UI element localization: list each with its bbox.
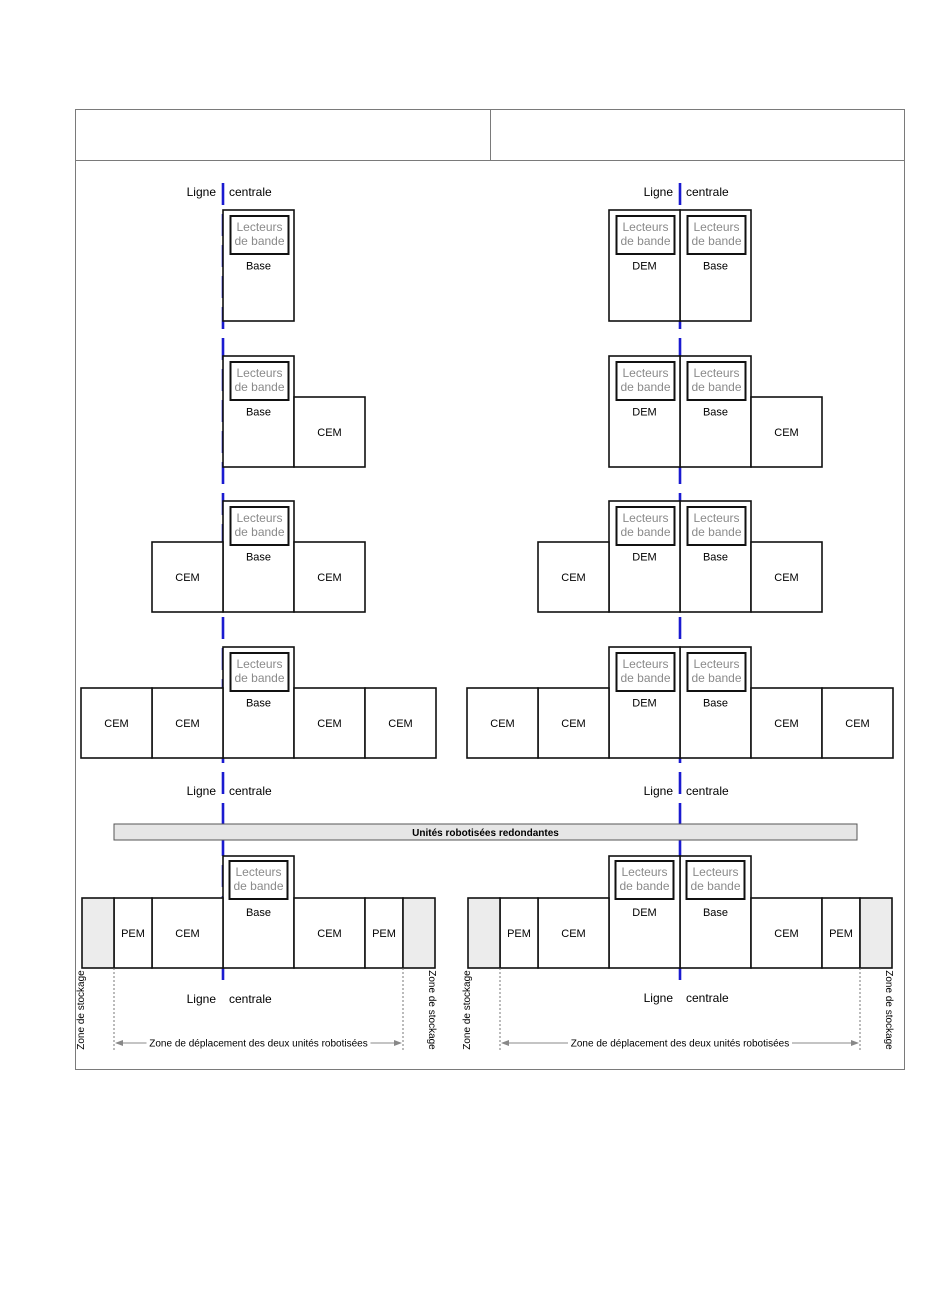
left-config-2-base-label: Base — [245, 406, 272, 419]
right-config-3-tape-drives-base-group — [688, 507, 746, 545]
left-config-4-base-label: Base — [245, 697, 272, 710]
redundant-right-pem-left-label: PEM — [507, 928, 531, 940]
right-config-3-tape-drives-dem-group — [617, 507, 675, 545]
right-config-4-tape-drives-base-label-1: Lecteurs — [693, 657, 740, 671]
left-config-3-cem-left-1-label: CEM — [175, 572, 200, 584]
right-config-4-dem-label: DEM — [632, 697, 657, 710]
redundant-right-tape-drives-base-label-2: de bande — [690, 879, 741, 893]
right-config-3-tape-drives-dem-label-2: de bande — [620, 525, 671, 539]
left-config-3-tape-drives-base-label-2: de bande — [234, 525, 285, 539]
left-config-1-tape-drives-base-label-2: de bande — [234, 234, 285, 248]
right-config-1-base-label: Base — [702, 260, 729, 273]
right-config-2-tape-drives-base-group — [688, 362, 746, 400]
center-label-mid-left-centrale: centrale — [229, 784, 272, 798]
redundant-left-cem-left-label: CEM — [175, 928, 200, 940]
right-config-4-cem-left-1-label: CEM — [561, 718, 586, 730]
left-config-4-tape-drives-base-label-2: de bande — [234, 671, 285, 685]
redundant-right-tape-drives-base-group — [687, 861, 745, 899]
redundant-left-storage-label-left: Zone de stockage — [76, 970, 87, 1050]
right-config-3-cem-left-1-label: CEM — [561, 572, 586, 584]
center-label-mid-left-ligne: Ligne — [186, 784, 216, 798]
redundant-right-tape-drives-base-label-1: Lecteurs — [692, 865, 739, 879]
redundant-left-pem-right-label: PEM — [372, 928, 396, 940]
left-config-3-cem-right-1-label: CEM — [317, 572, 342, 584]
redundant-right-storage-label-right: Zone de stockage — [883, 970, 894, 1050]
right-config-2-base-label: Base — [702, 406, 729, 419]
left-config-3-tape-drives-base-label-1: Lecteurs — [236, 511, 283, 525]
right-config-1-tape-drives-base-label-1: Lecteurs — [693, 220, 740, 234]
redundant-right-travel-arrow-head-left — [501, 1040, 509, 1046]
right-config-3-tape-drives-base-label-2: de bande — [691, 525, 742, 539]
right-config-2-tape-drives-dem-label-2: de bande — [620, 380, 671, 394]
redundant-left-base-label: Base — [245, 907, 272, 919]
center-label-bottom-right-ligne: Ligne — [643, 991, 673, 1005]
center-label-bottom-right-centrale: centrale — [686, 991, 729, 1005]
right-config-4-base-label: Base — [702, 697, 729, 710]
redundant-right-travel-arrow-head-right — [851, 1040, 859, 1046]
redundant-right-storage-label-left: Zone de stockage — [462, 970, 473, 1050]
redundant-right-base-label: Base — [702, 907, 729, 919]
redundant-left-storage-left — [82, 898, 114, 968]
right-config-3-tape-drives-base-label-1: Lecteurs — [693, 511, 740, 525]
right-config-1-dem-label: DEM — [632, 260, 657, 273]
redundant-left-pem-left-label: PEM — [121, 928, 145, 940]
redundant-left-storage-right — [403, 898, 435, 968]
redundant-left-travel-label: Zone de déplacement des deux unités robotisées — [149, 1038, 368, 1050]
redundant-right-tape-drives-dem-label-1: Lecteurs — [621, 865, 668, 879]
redundant-right-tape-drives-dem-label-2: de bande — [619, 879, 670, 893]
redundant-right-pem-right-label: PEM — [829, 928, 853, 940]
center-label-top-right-centrale: centrale — [686, 185, 729, 199]
redundant-left-tape-drives-base-label-1: Lecteurs — [235, 865, 282, 879]
center-label-top-left-centrale: centrale — [229, 185, 272, 199]
right-config-1-tape-drives-dem-label-1: Lecteurs — [622, 220, 669, 234]
redundant-left-storage-label-right: Zone de stockage — [426, 970, 437, 1050]
right-config-3-tape-drives-dem-label-1: Lecteurs — [622, 511, 669, 525]
left-config-2-tape-drives-base-label-1: Lecteurs — [236, 366, 283, 380]
redundant-left-travel-arrow-head-right — [394, 1040, 402, 1046]
left-config-4-cem-right-1-label: CEM — [317, 718, 342, 730]
left-config-1-tape-drives-base-group — [231, 216, 289, 254]
right-config-4-tape-drives-base-label-2: de bande — [691, 671, 742, 685]
center-label-mid-right-ligne: Ligne — [643, 784, 673, 798]
redundant-right-storage-left — [468, 898, 500, 968]
left-config-4-cem-left-2-label: CEM — [104, 718, 129, 730]
center-label-bottom-left-ligne: Ligne — [186, 992, 216, 1006]
redundant-banner-label: Unités robotisées redondantes — [412, 828, 559, 839]
left-config-4-cem-left-1-label: CEM — [175, 718, 200, 730]
right-config-2-tape-drives-dem-group — [617, 362, 675, 400]
left-config-4-tape-drives-base-group — [231, 653, 289, 691]
right-config-3-dem-label: DEM — [632, 551, 657, 564]
left-config-3-tape-drives-base-group — [231, 507, 289, 545]
center-label-mid-right-centrale: centrale — [686, 784, 729, 798]
right-config-4-tape-drives-base-group — [688, 653, 746, 691]
right-config-3-base-label: Base — [702, 551, 729, 564]
left-config-2-tape-drives-base-label-2: de bande — [234, 380, 285, 394]
left-config-1-base-label: Base — [245, 260, 272, 273]
right-config-1-tape-drives-base-label-2: de bande — [691, 234, 742, 248]
right-config-4-tape-drives-dem-group — [617, 653, 675, 691]
right-config-4-cem-right-2-label: CEM — [845, 718, 870, 730]
center-label-top-right-ligne: Ligne — [643, 185, 673, 199]
redundant-right-tape-drives-dem-group — [616, 861, 674, 899]
redundant-right-dem-label: DEM — [632, 907, 657, 919]
right-config-4-tape-drives-dem-label-2: de bande — [620, 671, 671, 685]
redundant-right-storage-right — [860, 898, 892, 968]
redundant-right-travel-label: Zone de déplacement des deux unités robotisées — [570, 1038, 790, 1050]
center-label-top-left-ligne: Ligne — [186, 185, 216, 199]
right-config-1-tape-drives-base-group — [688, 216, 746, 254]
right-config-2-tape-drives-dem-label-1: Lecteurs — [622, 366, 669, 380]
right-config-4-cem-left-2-label: CEM — [490, 718, 515, 730]
right-config-4-tape-drives-dem-label-1: Lecteurs — [622, 657, 669, 671]
redundant-left-travel-arrow-head-left — [115, 1040, 123, 1046]
right-config-4-cem-right-1-label: CEM — [774, 718, 799, 730]
right-config-2-tape-drives-base-label-2: de bande — [691, 380, 742, 394]
right-config-1-tape-drives-dem-label-2: de bande — [620, 234, 671, 248]
right-config-1-tape-drives-dem-group — [617, 216, 675, 254]
left-config-4-cem-right-2-label: CEM — [388, 718, 413, 730]
redundant-right-cem-left-label: CEM — [561, 928, 586, 940]
right-config-3-cem-right-1-label: CEM — [774, 572, 799, 584]
left-config-1-tape-drives-base-label-1: Lecteurs — [236, 220, 283, 234]
redundant-right-cem-right-label: CEM — [774, 928, 799, 940]
right-config-2-dem-label: DEM — [632, 406, 657, 419]
redundant-left-tape-drives-base-label-2: de bande — [233, 879, 284, 893]
left-config-2-tape-drives-base-group — [231, 362, 289, 400]
left-config-4-tape-drives-base-label-1: Lecteurs — [236, 657, 283, 671]
center-label-bottom-left-centrale: centrale — [229, 992, 272, 1006]
left-config-2-cem-right-1-label: CEM — [317, 427, 342, 439]
redundant-left-cem-right-label: CEM — [317, 928, 342, 940]
right-config-2-tape-drives-base-label-1: Lecteurs — [693, 366, 740, 380]
right-config-2-cem-right-1-label: CEM — [774, 427, 799, 439]
left-config-3-base-label: Base — [245, 551, 272, 564]
redundant-left-tape-drives-base-group — [230, 861, 288, 899]
